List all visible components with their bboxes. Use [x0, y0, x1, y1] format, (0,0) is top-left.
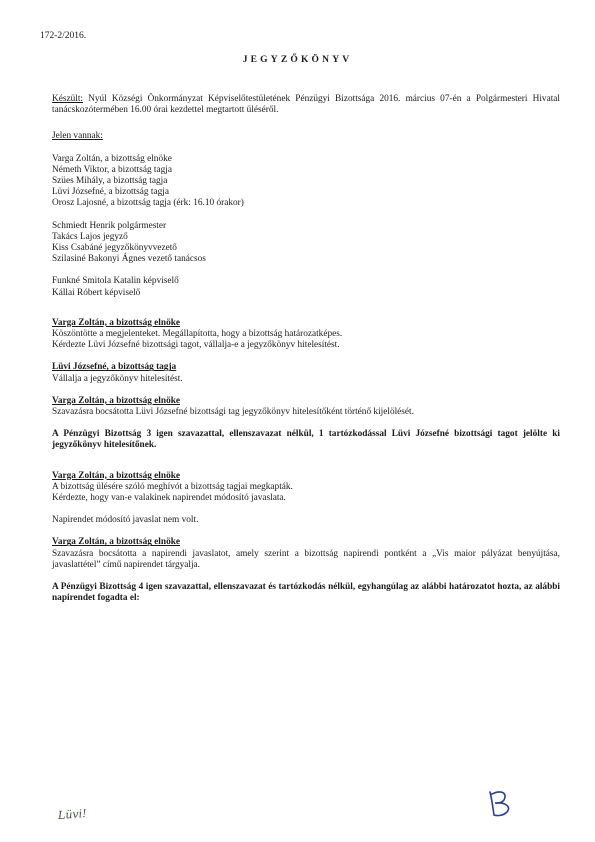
decision-paragraph: A Pénzügyi Bizottság 4 igen szavazattal, ellenszavazat és tartózkodás nélkül, egyhangúlag az alábbi határozatot hozta, az alábbi napirendet fogadta el: [52, 582, 560, 604]
speaker-heading: Varga Zoltán, a bizottság elnöke [52, 395, 181, 406]
document-title: JEGYZŐKÖNYV [242, 55, 353, 65]
handwritten-initials-right [486, 788, 514, 818]
speaker-text: Vállalja a jegyzőkönyv hitelesítést. [52, 373, 183, 384]
present-label: Jelen vannak: [52, 131, 103, 142]
member-item: Szües Mihály, a bizottság tagja [52, 176, 168, 187]
intro-paragraph [52, 94, 560, 116]
member-item: Lüvi Józsefné, a bizottság tagja [52, 187, 169, 198]
speaker-heading: Varga Zoltán, a bizottság elnöke [52, 317, 181, 328]
document-body [52, 94, 560, 605]
member-item: Németh Viktor, a bizottság tagja [52, 164, 172, 175]
decision-paragraph: A Pénzügyi Bizottság 3 igen szavazattal, ellenszavazat nélkül, 1 tartózkodással Lüvi Józsefné bizottsági tagot jelölte ki jegyzőkönyv hitelesítőnek. [52, 429, 560, 451]
speaker-text: Szavazásra bocsátotta Lüvi Józsefné bizottsági tag jegyzőkönyv hitelesítőként történő kijelölését. [52, 407, 414, 418]
speaker-text: Szavazásra bocsátotta a napirendi javaslatot, amely szerint a bizottság napirendi pontként a „Vis maior pályázat benyújtása, javaslattétel” című napirendet tárgyalja. [52, 548, 560, 570]
speaker-text: A bizottság ülésére szóló meghívót a bizottság tagjai megkapták. [52, 481, 293, 492]
guest-item: Funkné Smitola Katalin képviselő [52, 276, 179, 287]
speaker-heading: Varga Zoltán, a bizottság elnöke [52, 470, 181, 481]
member-item: Varga Zoltán, a bizottság elnöke [52, 153, 172, 164]
staff-item: Szilasiné Bakonyi Ágnes vezető tanácsos [52, 254, 206, 265]
guests-list [52, 276, 560, 298]
speaker-heading: Varga Zoltán, a bizottság elnöke [52, 537, 181, 548]
staff-item: Schmiedt Henrik polgármester [52, 220, 167, 231]
handwritten-signature-left: Lüvi! [57, 807, 87, 822]
note-text: Napirendet módosító javaslat nem volt. [52, 515, 199, 526]
member-item: Orosz Lajosné, a bizottság tagja (érk: 16.10 órakor) [52, 198, 244, 209]
staff-list [52, 221, 560, 266]
staff-item: Takács Lajos jegyző [52, 231, 128, 242]
intro-label: Készült: [52, 94, 83, 104]
speaker-text: Kérdezte Lüvi Józsefné bizottsági tagot, vállalja-e a jegyzőkönyv hitelesítést. [52, 340, 340, 351]
members-list [52, 154, 560, 210]
staff-item: Kiss Csabáné jegyzőkönyvvezető [52, 243, 177, 254]
speaker-text: Köszöntötte a megjelenteket. Megállapította, hogy a bizottság határozatképes. [52, 329, 343, 340]
guest-item: Kállai Róbert képviselő [52, 287, 141, 298]
intro-text: Nyúl Községi Önkormányzat Képviselőtestületének Pénzügyi Bizottsága 2016. március 07-én a Polgármesteri Hivatal tanácskozótermében 16.00 órai kezdettel megtartott üléséről. [52, 94, 560, 116]
speaker-heading: Lüvi Józsefné, a bizottság tagja [52, 362, 177, 373]
speaker-text: Kérdezte, hogy van-e valakinek napirendet módosító javaslata. [52, 493, 286, 504]
reference-number: 172-2/2016. [40, 31, 87, 41]
